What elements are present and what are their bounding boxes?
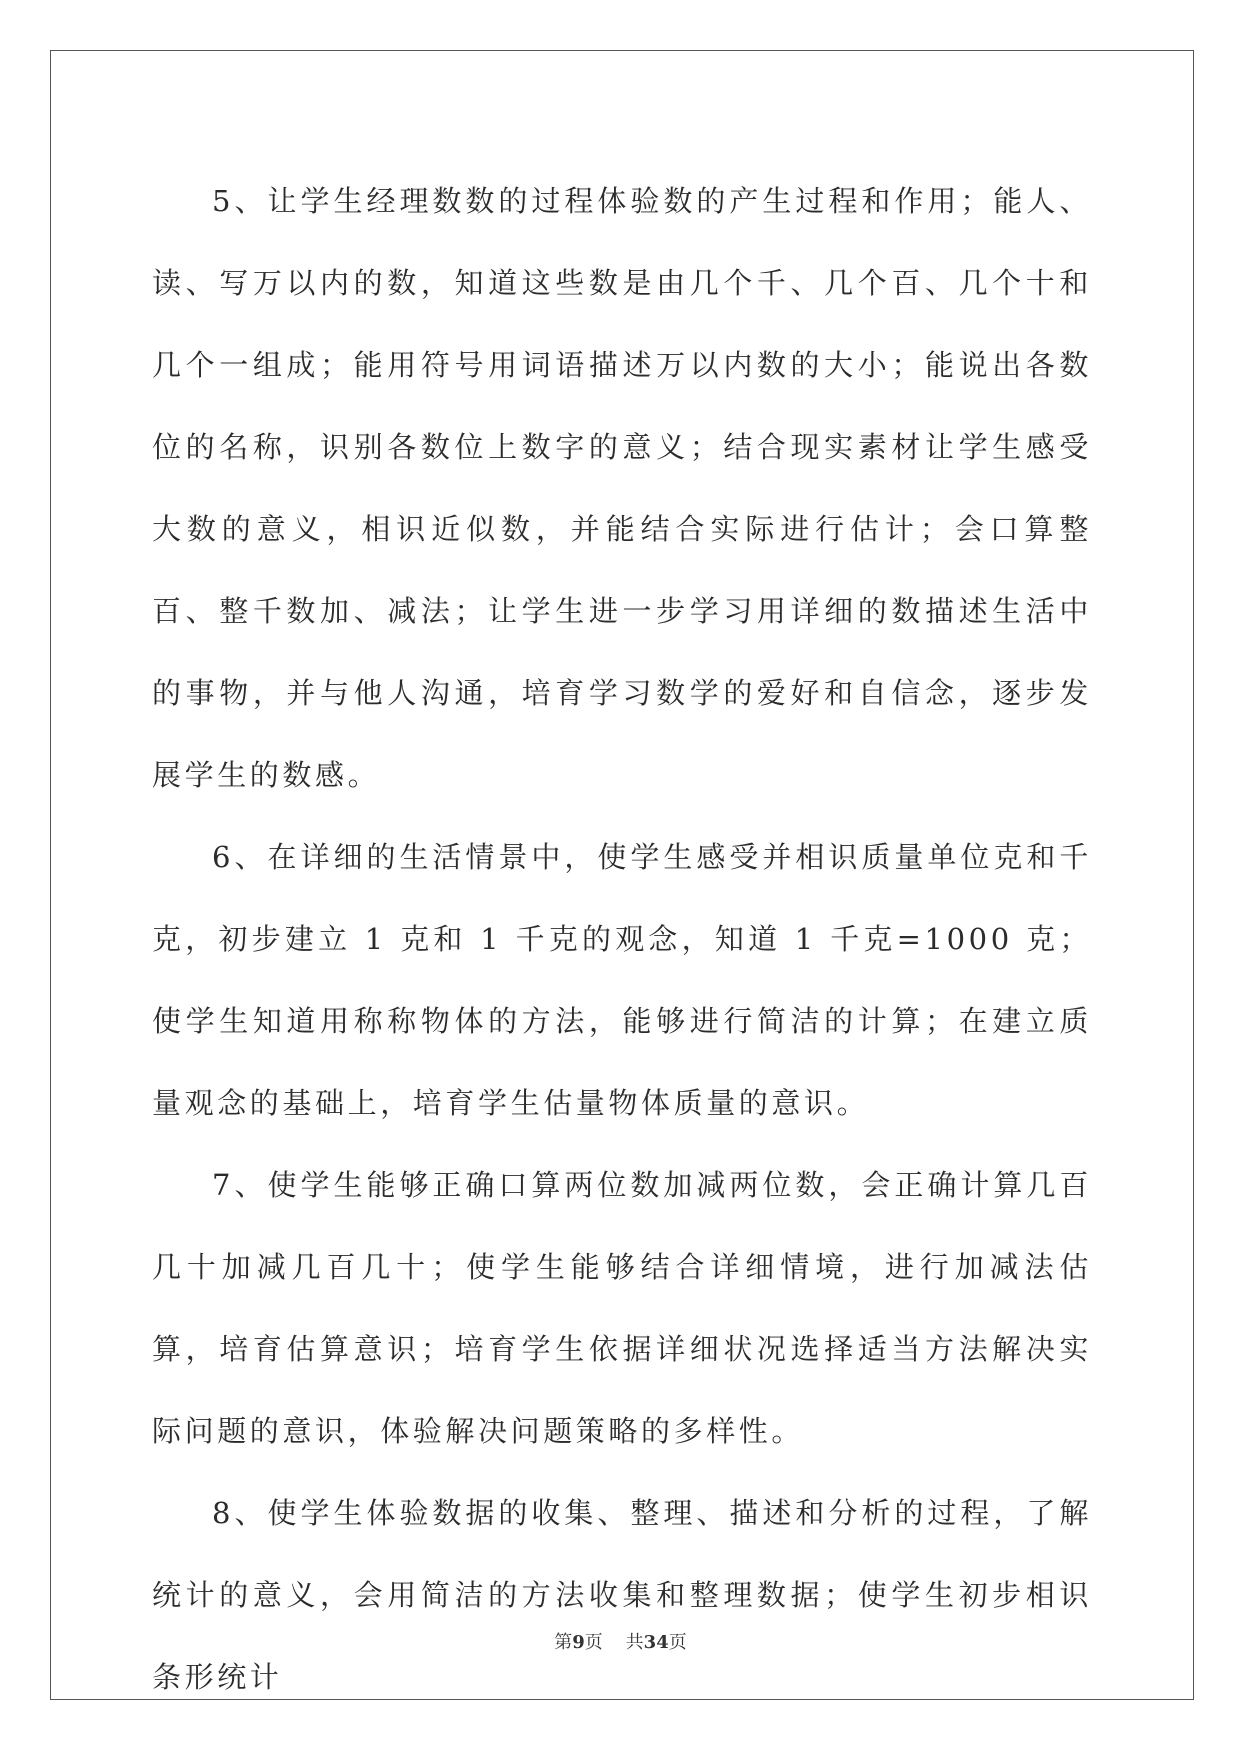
paragraph-7: 7、使学生能够正确口算两位数加减两位数，会正确计算几百几十加减几百几十；使学生能够结合详细情境，进行加减法估算，培育估算意识；培育学生依据详细状况选择适当方法解决实际问题的意识，体验解决问题策略的多样性。 xyxy=(152,1168,1092,1448)
page-prefix: 第 xyxy=(554,1632,573,1653)
total-prefix: 共 xyxy=(625,1632,644,1653)
page-suffix: 页 xyxy=(584,1632,603,1653)
total-suffix: 页 xyxy=(668,1632,687,1653)
paragraph-6: 6、在详细的生活情景中，使学生感受并相识质量单位克和千克，初步建立 1 克和 1 千克的观念，知道 1 千克=1000 克；使学生知道用称称物体的方法，能够进行简洁的计算；在建立质量观念的基础上，培育学生估量物体质量的意识。 xyxy=(152,840,1092,1120)
page-number: 9 xyxy=(572,1632,585,1653)
paragraph-5: 5、让学生经理数数的过程体验数的产生过程和作用；能人、读、写万以内的数，知道这些数是由几个千、几个百、几个十和几个一组成；能用符号用词语描述万以内数的大小；能说出各数位的名称，识别各数位上数字的意义；结合现实素材让学生感受大数的意义，相识近似数，并能结合实际进行估计；会口算整百、整千数加、减法；让学生进一步学习用详细的数描述生活中的事物，并与他人沟通，培育学习数学的爱好和自信念，逐步发展学生的数感。 xyxy=(152,184,1092,792)
document-body xyxy=(152,160,1092,1718)
paragraph-8: 8、使学生体验数据的收集、整理、描述和分析的过程，了解统计的意义，会用简洁的方法收集和整理数据；使学生初步相识条形统计 xyxy=(152,1496,1092,1694)
total-pages: 34 xyxy=(643,1632,669,1653)
page-footer xyxy=(0,1628,1241,1654)
